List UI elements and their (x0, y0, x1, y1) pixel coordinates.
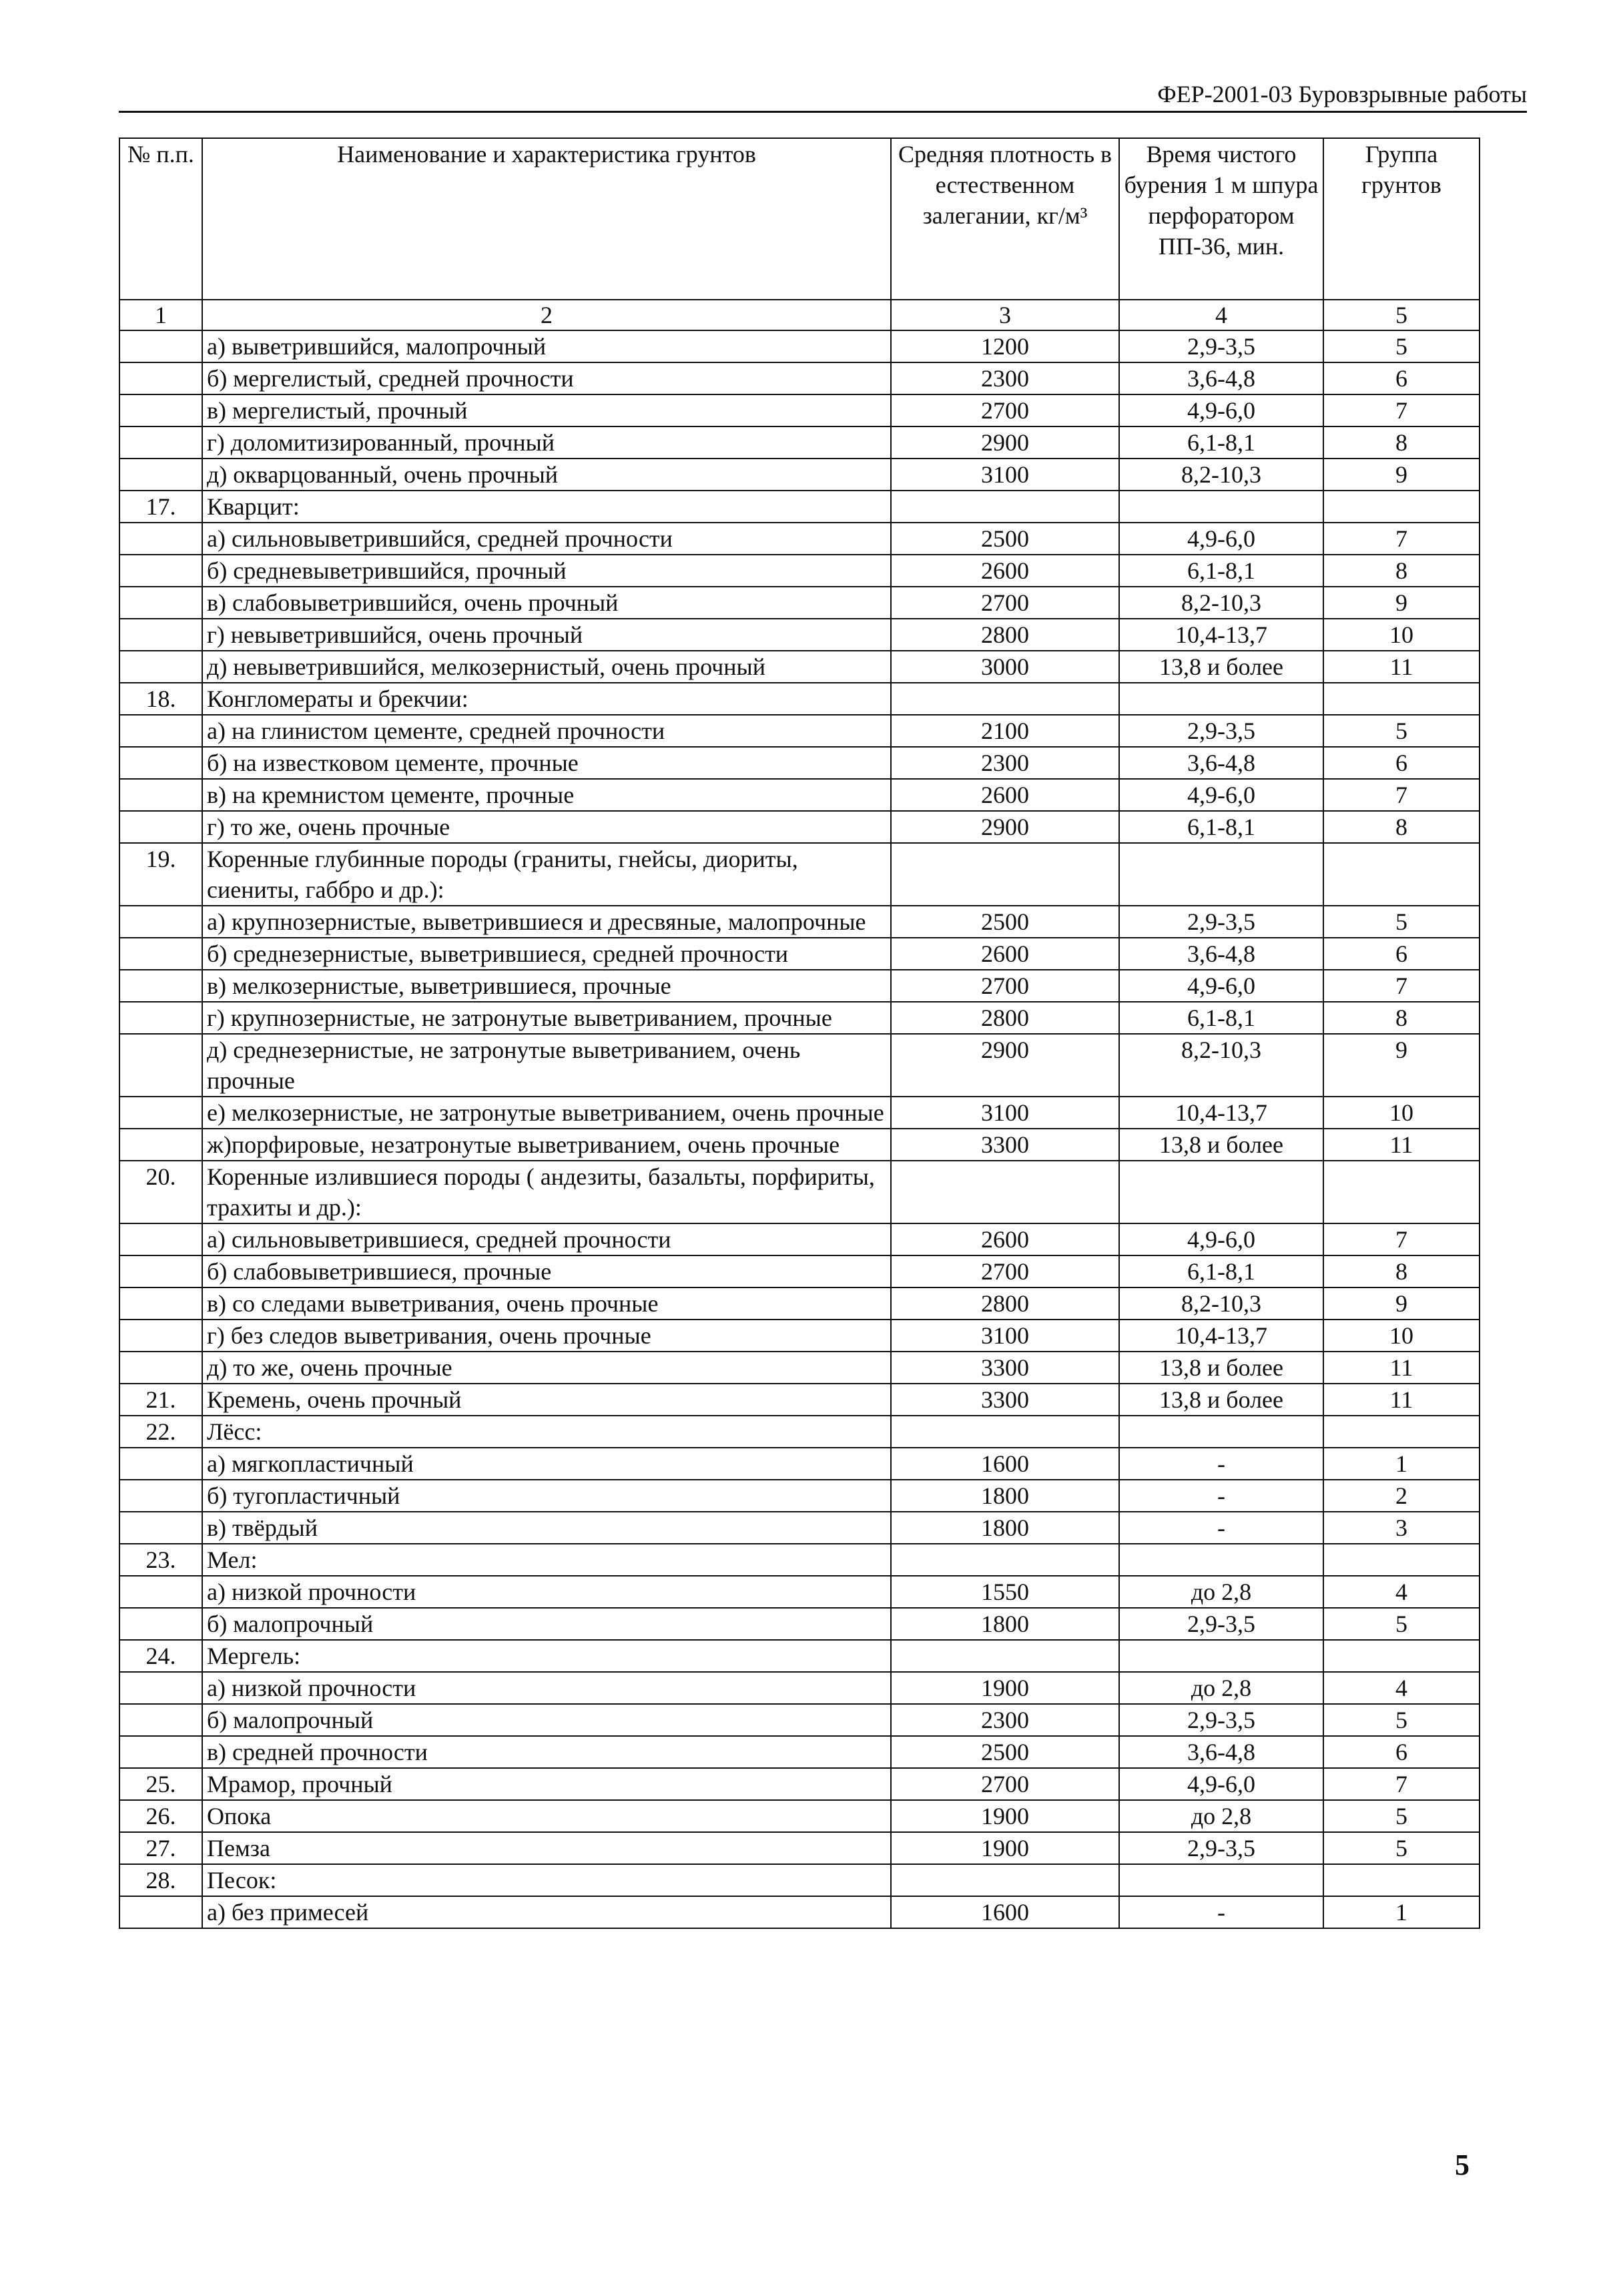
density-value: 2500 (891, 1736, 1119, 1768)
drill-time-value: 2,9-3,5 (1119, 1608, 1323, 1640)
soil-group-value: 6 (1323, 362, 1480, 394)
row-number: 17. (119, 491, 202, 523)
density-value: 2700 (891, 970, 1119, 1002)
drill-time-value: 2,9-3,5 (1119, 330, 1323, 362)
soil-group-value (1323, 491, 1480, 523)
table-row (119, 1736, 1480, 1768)
row-number (119, 587, 202, 619)
soil-name: г) невыветрившийся, очень прочный (202, 619, 891, 651)
drill-time-value: - (1119, 1448, 1323, 1480)
table-row (119, 1320, 1480, 1352)
drill-time-value: - (1119, 1896, 1323, 1928)
row-number (119, 426, 202, 459)
density-value: 2300 (891, 747, 1119, 779)
table-row (119, 1161, 1480, 1223)
soil-name: б) тугопластичный (202, 1480, 891, 1512)
soil-name: Пемза (202, 1832, 891, 1864)
drill-time-value: до 2,8 (1119, 1672, 1323, 1704)
page-header (119, 79, 1527, 113)
drill-time-value (1119, 1416, 1323, 1448)
soil-name: ж)порфировые, незатронутые выветриванием, очень прочные (202, 1129, 891, 1161)
table-row (119, 683, 1480, 715)
soil-name: Мел: (202, 1544, 891, 1576)
density-value: 3100 (891, 1097, 1119, 1129)
soil-group-value: 7 (1323, 1223, 1480, 1255)
soil-group-value: 10 (1323, 1097, 1480, 1129)
density-value: 3300 (891, 1384, 1119, 1416)
row-number: 23. (119, 1544, 202, 1576)
row-number (119, 715, 202, 747)
drill-time-value (1119, 1161, 1323, 1223)
row-number (119, 1672, 202, 1704)
soil-group-value: 9 (1323, 459, 1480, 491)
table-row (119, 426, 1480, 459)
column-number: 3 (891, 300, 1119, 330)
row-number (119, 1097, 202, 1129)
row-number (119, 1320, 202, 1352)
soil-group-value: 7 (1323, 970, 1480, 1002)
density-value: 2900 (891, 1034, 1119, 1097)
soil-group-value: 7 (1323, 779, 1480, 811)
soil-name: г) то же, очень прочные (202, 811, 891, 843)
table-row (119, 362, 1480, 394)
density-value: 1900 (891, 1832, 1119, 1864)
table-row (119, 906, 1480, 938)
soil-group-value: 1 (1323, 1896, 1480, 1928)
density-value: 1800 (891, 1480, 1119, 1512)
drill-time-value: 4,9-6,0 (1119, 1223, 1323, 1255)
header-group: Группа грунтов (1323, 138, 1480, 300)
soil-group-value (1323, 843, 1480, 906)
soil-name: Песок: (202, 1864, 891, 1896)
soil-group-value: 11 (1323, 1384, 1480, 1416)
drill-time-value (1119, 843, 1323, 906)
soil-name: Кремень, очень прочный (202, 1384, 891, 1416)
density-value: 1900 (891, 1672, 1119, 1704)
row-number: 28. (119, 1864, 202, 1896)
soil-group-value (1323, 1416, 1480, 1448)
density-value: 2900 (891, 426, 1119, 459)
table-row (119, 651, 1480, 683)
soil-name: б) средневыветрившийся, прочный (202, 555, 891, 587)
table-row (119, 843, 1480, 906)
soil-group-value: 5 (1323, 906, 1480, 938)
row-number (119, 1896, 202, 1928)
drill-time-value: 6,1-8,1 (1119, 811, 1323, 843)
header-drill-time: Время чистого бурения 1 м шпура перфоратором ПП-36, мин. (1119, 138, 1323, 300)
density-value: 2700 (891, 587, 1119, 619)
drill-time-value: 3,6-4,8 (1119, 362, 1323, 394)
table-row (119, 459, 1480, 491)
soil-group-value: 10 (1323, 1320, 1480, 1352)
soil-name: а) низкой прочности (202, 1672, 891, 1704)
soil-group-value: 7 (1323, 394, 1480, 426)
table-row (119, 523, 1480, 555)
density-value: 2800 (891, 1002, 1119, 1034)
soil-name: а) сильновыветрившийся, средней прочности (202, 523, 891, 555)
density-value: 3100 (891, 1320, 1119, 1352)
density-value: 2500 (891, 523, 1119, 555)
density-value: 3000 (891, 651, 1119, 683)
soil-group-value: 7 (1323, 1768, 1480, 1800)
drill-time-value: 13,8 и более (1119, 651, 1323, 683)
column-number-row (119, 300, 1480, 330)
soil-name: г) доломитизированный, прочный (202, 426, 891, 459)
density-value (891, 1161, 1119, 1223)
drill-time-value (1119, 1864, 1323, 1896)
table-row (119, 970, 1480, 1002)
drill-time-value: 4,9-6,0 (1119, 394, 1323, 426)
table-row (119, 394, 1480, 426)
soil-group-value: 5 (1323, 1608, 1480, 1640)
table-body (119, 330, 1480, 1928)
soil-group-value: 2 (1323, 1480, 1480, 1512)
soil-group-value (1323, 1864, 1480, 1896)
density-value (891, 1544, 1119, 1576)
drill-time-value: 8,2-10,3 (1119, 1287, 1323, 1320)
density-value: 2800 (891, 619, 1119, 651)
density-value: 2700 (891, 394, 1119, 426)
row-number (119, 1448, 202, 1480)
soil-group-value (1323, 1544, 1480, 1576)
soil-name: д) невыветрившийся, мелкозернистый, очень прочный (202, 651, 891, 683)
row-number (119, 747, 202, 779)
drill-time-value: 6,1-8,1 (1119, 1002, 1323, 1034)
table-row (119, 330, 1480, 362)
drill-time-value: 4,9-6,0 (1119, 523, 1323, 555)
row-number (119, 1223, 202, 1255)
table-row (119, 1097, 1480, 1129)
soil-name: г) без следов выветривания, очень прочные (202, 1320, 891, 1352)
soil-group-value: 9 (1323, 1287, 1480, 1320)
soil-name: Лёсс: (202, 1416, 891, 1448)
drill-time-value: 10,4-13,7 (1119, 1097, 1323, 1129)
row-number (119, 619, 202, 651)
soil-name: Коренные глубинные породы (граниты, гнейсы, диориты, сиениты, габбро и др.): (202, 843, 891, 906)
drill-time-value: 4,9-6,0 (1119, 1768, 1323, 1800)
row-number (119, 906, 202, 938)
header-name: Наименование и характеристика грунтов (202, 138, 891, 300)
soil-group-value: 8 (1323, 1002, 1480, 1034)
row-number (119, 1129, 202, 1161)
table-row (119, 1002, 1480, 1034)
drill-time-value: - (1119, 1480, 1323, 1512)
soil-name: в) на кремнистом цементе, прочные (202, 779, 891, 811)
soil-name: в) мергелистый, прочный (202, 394, 891, 426)
drill-time-value: 2,9-3,5 (1119, 715, 1323, 747)
drill-time-value: 13,8 и более (1119, 1352, 1323, 1384)
soil-group-value: 11 (1323, 651, 1480, 683)
soil-group-value (1323, 683, 1480, 715)
soil-group-value: 6 (1323, 1736, 1480, 1768)
table-row (119, 1608, 1480, 1640)
row-number (119, 1352, 202, 1384)
density-value (891, 491, 1119, 523)
drill-time-value: 13,8 и более (1119, 1384, 1323, 1416)
drill-time-value (1119, 1544, 1323, 1576)
density-value: 1600 (891, 1448, 1119, 1480)
row-number (119, 362, 202, 394)
soil-name: в) средней прочности (202, 1736, 891, 1768)
table-row (119, 1896, 1480, 1928)
soil-name: Кварцит: (202, 491, 891, 523)
table-row (119, 1448, 1480, 1480)
drill-time-value: 3,6-4,8 (1119, 747, 1323, 779)
row-number (119, 555, 202, 587)
soil-name: е) мелкозернистые, не затронутые выветриванием, очень прочные (202, 1097, 891, 1129)
header-number: № п.п. (119, 138, 202, 300)
row-number: 20. (119, 1161, 202, 1223)
table-row (119, 1640, 1480, 1672)
table-row (119, 1352, 1480, 1384)
soil-group-value: 1 (1323, 1448, 1480, 1480)
density-value: 2100 (891, 715, 1119, 747)
drill-time-value: до 2,8 (1119, 1576, 1323, 1608)
row-number (119, 811, 202, 843)
density-value: 2300 (891, 362, 1119, 394)
column-number: 1 (119, 300, 202, 330)
table-row (119, 1672, 1480, 1704)
table-row (119, 1480, 1480, 1512)
drill-time-value: 3,6-4,8 (1119, 938, 1323, 970)
drill-time-value: - (1119, 1512, 1323, 1544)
drill-time-value: 8,2-10,3 (1119, 587, 1323, 619)
soil-group-value: 11 (1323, 1352, 1480, 1384)
row-number (119, 1608, 202, 1640)
soil-group-value: 9 (1323, 1034, 1480, 1097)
soil-group-value: 5 (1323, 1704, 1480, 1736)
table-row (119, 1129, 1480, 1161)
soil-name: а) без примесей (202, 1896, 891, 1928)
density-value: 2600 (891, 938, 1119, 970)
soil-name: в) мелкозернистые, выветрившиеся, прочные (202, 970, 891, 1002)
density-value: 2700 (891, 1768, 1119, 1800)
density-value (891, 1640, 1119, 1672)
soil-group-value: 6 (1323, 938, 1480, 970)
soil-name: б) мергелистый, средней прочности (202, 362, 891, 394)
table-row (119, 779, 1480, 811)
table-row (119, 1034, 1480, 1097)
soil-group-value: 8 (1323, 811, 1480, 843)
table-row (119, 1255, 1480, 1287)
soil-name: а) выветрившийся, малопрочный (202, 330, 891, 362)
row-number: 18. (119, 683, 202, 715)
density-value: 3100 (891, 459, 1119, 491)
drill-time-value: 8,2-10,3 (1119, 1034, 1323, 1097)
table-row (119, 938, 1480, 970)
soil-name: д) окварцованный, очень прочный (202, 459, 891, 491)
row-number (119, 1002, 202, 1034)
row-number (119, 1704, 202, 1736)
density-value: 2600 (891, 555, 1119, 587)
table-row (119, 715, 1480, 747)
column-number: 4 (1119, 300, 1323, 330)
table-row (119, 1384, 1480, 1416)
table-row (119, 1223, 1480, 1255)
soil-classification-table (119, 137, 1480, 1929)
row-number (119, 938, 202, 970)
soil-group-value: 10 (1323, 619, 1480, 651)
soil-group-value: 8 (1323, 555, 1480, 587)
table-row (119, 1832, 1480, 1864)
table-header-row (119, 138, 1480, 300)
table-row (119, 1704, 1480, 1736)
soil-name: в) слабовыветрившийся, очень прочный (202, 587, 891, 619)
drill-time-value: 3,6-4,8 (1119, 1736, 1323, 1768)
density-value (891, 1416, 1119, 1448)
soil-group-value: 5 (1323, 330, 1480, 362)
table-row (119, 619, 1480, 651)
density-value: 2600 (891, 779, 1119, 811)
drill-time-value: 10,4-13,7 (1119, 619, 1323, 651)
drill-time-value: до 2,8 (1119, 1800, 1323, 1832)
row-number: 25. (119, 1768, 202, 1800)
density-value: 2500 (891, 906, 1119, 938)
density-value: 1900 (891, 1800, 1119, 1832)
density-value: 1800 (891, 1608, 1119, 1640)
drill-time-value: 6,1-8,1 (1119, 426, 1323, 459)
soil-name: б) слабовыветрившиеся, прочные (202, 1255, 891, 1287)
drill-time-value: 13,8 и более (1119, 1129, 1323, 1161)
row-number (119, 1736, 202, 1768)
row-number (119, 779, 202, 811)
row-number (119, 523, 202, 555)
soil-group-value (1323, 1161, 1480, 1223)
table-row (119, 747, 1480, 779)
document-title: ФЕР-2001-03 Буровзрывные работы (1157, 81, 1527, 107)
soil-name: Мергель: (202, 1640, 891, 1672)
row-number (119, 1287, 202, 1320)
table-row (119, 1416, 1480, 1448)
row-number (119, 1512, 202, 1544)
soil-group-value: 4 (1323, 1672, 1480, 1704)
soil-group-value: 6 (1323, 747, 1480, 779)
row-number: 24. (119, 1640, 202, 1672)
drill-time-value: 6,1-8,1 (1119, 555, 1323, 587)
drill-time-value: 6,1-8,1 (1119, 1255, 1323, 1287)
density-value: 3300 (891, 1129, 1119, 1161)
row-number (119, 970, 202, 1002)
row-number: 19. (119, 843, 202, 906)
soil-group-value: 11 (1323, 1129, 1480, 1161)
soil-name: а) низкой прочности (202, 1576, 891, 1608)
density-value: 2700 (891, 1255, 1119, 1287)
table-row (119, 1544, 1480, 1576)
soil-group-value (1323, 1640, 1480, 1672)
soil-group-value: 3 (1323, 1512, 1480, 1544)
density-value: 1600 (891, 1896, 1119, 1928)
row-number (119, 330, 202, 362)
soil-group-value: 5 (1323, 1800, 1480, 1832)
table-row (119, 555, 1480, 587)
drill-time-value: 8,2-10,3 (1119, 459, 1323, 491)
soil-group-value: 9 (1323, 587, 1480, 619)
row-number (119, 1480, 202, 1512)
drill-time-value: 2,9-3,5 (1119, 1832, 1323, 1864)
soil-name: б) малопрочный (202, 1608, 891, 1640)
table-row (119, 1576, 1480, 1608)
row-number: 22. (119, 1416, 202, 1448)
soil-name: б) малопрочный (202, 1704, 891, 1736)
soil-name: Конгломераты и брекчии: (202, 683, 891, 715)
header-density: Средняя плотность в естественном залегании, кг/м³ (891, 138, 1119, 300)
soil-name: б) среднезернистые, выветрившиеся, средней прочности (202, 938, 891, 970)
density-value: 2900 (891, 811, 1119, 843)
soil-name: д) среднезернистые, не затронутые выветриванием, очень прочные (202, 1034, 891, 1097)
density-value: 2600 (891, 1223, 1119, 1255)
density-value (891, 843, 1119, 906)
density-value: 2800 (891, 1287, 1119, 1320)
density-value (891, 683, 1119, 715)
soil-name: Коренные излившиеся породы ( андезиты, базальты, порфириты, трахиты и др.): (202, 1161, 891, 1223)
row-number: 26. (119, 1800, 202, 1832)
drill-time-value (1119, 1640, 1323, 1672)
table-row (119, 587, 1480, 619)
soil-name: а) сильновыветрившиеся, средней прочности (202, 1223, 891, 1255)
row-number (119, 1576, 202, 1608)
column-number: 2 (202, 300, 891, 330)
soil-name: Мрамор, прочный (202, 1768, 891, 1800)
table-row (119, 811, 1480, 843)
soil-name: а) мягкопластичный (202, 1448, 891, 1480)
soil-name: б) на известковом цементе, прочные (202, 747, 891, 779)
density-value: 1550 (891, 1576, 1119, 1608)
drill-time-value: 4,9-6,0 (1119, 779, 1323, 811)
row-number: 21. (119, 1384, 202, 1416)
row-number (119, 1034, 202, 1097)
density-value: 3300 (891, 1352, 1119, 1384)
table-row (119, 1768, 1480, 1800)
drill-time-value (1119, 491, 1323, 523)
page-number: 5 (1455, 2148, 1470, 2181)
soil-name: Опока (202, 1800, 891, 1832)
drill-time-value: 4,9-6,0 (1119, 970, 1323, 1002)
table-row (119, 1864, 1480, 1896)
row-number (119, 459, 202, 491)
column-number: 5 (1323, 300, 1480, 330)
soil-name: а) на глинистом цементе, средней прочности (202, 715, 891, 747)
soil-group-value: 7 (1323, 523, 1480, 555)
row-number: 27. (119, 1832, 202, 1864)
density-value: 1200 (891, 330, 1119, 362)
table-row (119, 1287, 1480, 1320)
table-row (119, 1512, 1480, 1544)
table-row (119, 1800, 1480, 1832)
drill-time-value: 2,9-3,5 (1119, 1704, 1323, 1736)
density-value (891, 1864, 1119, 1896)
density-value: 2300 (891, 1704, 1119, 1736)
soil-name: в) со следами выветривания, очень прочные (202, 1287, 891, 1320)
soil-group-value: 5 (1323, 715, 1480, 747)
drill-time-value: 10,4-13,7 (1119, 1320, 1323, 1352)
table-row (119, 491, 1480, 523)
soil-group-value: 8 (1323, 426, 1480, 459)
density-value: 1800 (891, 1512, 1119, 1544)
soil-name: а) крупнозернистые, выветрившиеся и дресвяные, малопрочные (202, 906, 891, 938)
drill-time-value (1119, 683, 1323, 715)
soil-group-value: 4 (1323, 1576, 1480, 1608)
soil-name: д) то же, очень прочные (202, 1352, 891, 1384)
row-number (119, 1255, 202, 1287)
soil-group-value: 8 (1323, 1255, 1480, 1287)
soil-name: г) крупнозернистые, не затронутые выветриванием, прочные (202, 1002, 891, 1034)
soil-name: в) твёрдый (202, 1512, 891, 1544)
soil-group-value: 5 (1323, 1832, 1480, 1864)
drill-time-value: 2,9-3,5 (1119, 906, 1323, 938)
row-number (119, 394, 202, 426)
row-number (119, 651, 202, 683)
